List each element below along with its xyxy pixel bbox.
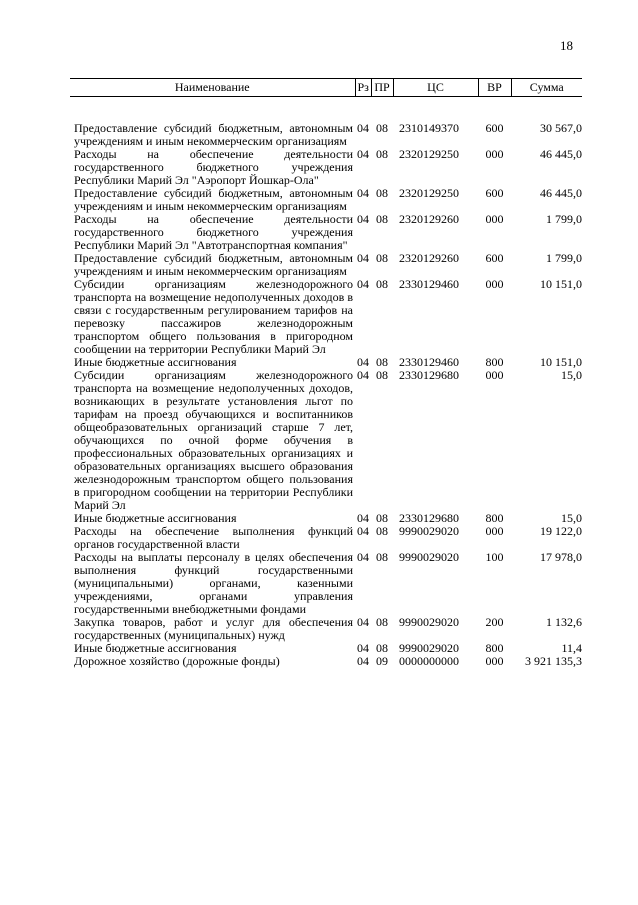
row-sum: 10 151,0 [540,355,582,369]
row-cs: 2330129680 [399,368,459,382]
row-pr: 08 [376,368,388,382]
row-pr: 08 [376,212,388,226]
row-cs: 2310149370 [399,121,459,135]
header-sum: Сумма [511,79,582,97]
row-pr: 08 [376,277,388,291]
table-row [70,148,582,187]
table-row [70,278,582,356]
row-name: Субсидии организациям железнодорожного транспорта на возмещение недополученных доходов, возникающих в результате установления льгот по тарифам на проезд обучающихся и воспитанников общеобразовательных организаций старше 7 лет, обучающихся по очной форме обучения в профессиональных образовательных организациях и образовательных организациях высшего образования железнодорожным транспортом общего пользования в пригородном сообщении на территории Республики Марий Эл [74,368,353,512]
table-row [70,525,582,551]
row-cs: 2330129460 [399,355,459,369]
table-row [70,252,582,278]
row-vr: 600 [485,121,504,135]
row-cs: 2320129250 [399,186,459,200]
row-name: Расходы на обеспечение выполнения функций органов государственной власти [74,524,353,551]
header-rz: Рз [355,79,371,97]
row-vr: 100 [485,550,504,564]
row-rz: 04 [357,550,369,564]
header-name: Наименование [70,79,355,97]
row-rz: 04 [357,511,369,525]
row-name: Предоставление субсидий бюджетным, автономным учреждениям и иным некоммерческим организациям [74,251,353,278]
row-sum: 46 445,0 [540,186,582,200]
table-row [70,655,582,668]
row-pr: 08 [376,641,388,655]
header-vr: ВР [478,79,511,97]
row-sum: 19 122,0 [540,524,582,538]
row-cs: 2320129260 [399,212,459,226]
row-vr: 000 [485,368,504,382]
row-name: Иные бюджетные ассигнования [74,641,237,655]
row-cs: 9990029020 [399,615,459,629]
row-sum: 30 567,0 [540,121,582,135]
header-pr: ПР [371,79,393,97]
row-name: Предоставление субсидий бюджетным, автономным учреждениям и иным некоммерческим организациям [74,121,353,148]
row-vr: 600 [485,251,504,265]
row-sum: 1 799,0 [546,251,582,265]
row-pr: 08 [376,251,388,265]
row-sum: 15,0 [561,511,582,525]
row-pr: 08 [376,524,388,538]
row-name: Субсидии организациям железнодорожного транспорта на возмещение недополученных доходов в связи с государственным регулированием тарифов на перевозку пассажиров железнодорожным транспортом общего пользования в пригородном сообщении на территории Республики Марий Эл [74,277,353,356]
table-row [70,187,582,213]
row-pr: 08 [376,186,388,200]
row-pr: 08 [376,355,388,369]
row-rz: 04 [357,524,369,538]
row-cs: 2320129260 [399,251,459,265]
row-sum: 10 151,0 [540,277,582,291]
row-cs: 2320129250 [399,147,459,161]
row-rz: 04 [357,615,369,629]
row-name: Дорожное хозяйство (дорожные фонды) [74,654,280,668]
row-pr: 08 [376,121,388,135]
row-pr: 08 [376,550,388,564]
row-name: Предоставление субсидий бюджетным, автономным учреждениям и иным некоммерческим организациям [74,186,353,213]
row-pr: 08 [376,147,388,161]
header-cs: ЦС [393,79,478,97]
row-name: Расходы на выплаты персоналу в целях обеспечения выполнения функций государственными (муниципальными) органами, казенными учреждениями, органами управления государственными внебюджетными фондами [74,550,353,616]
row-vr: 000 [485,524,504,538]
row-cs: 9990029020 [399,641,459,655]
row-rz: 04 [357,654,369,668]
table-row [70,213,582,252]
table-row [70,369,582,512]
table-row [70,616,582,642]
row-name: Расходы на обеспечение деятельности государственного бюджетного учреждения Республики Марий Эл "Аэропорт Йошкар-Ола" [74,147,353,187]
row-rz: 04 [357,355,369,369]
row-rz: 04 [357,277,369,291]
table-row [70,551,582,616]
table-row [70,97,582,149]
row-name: Расходы на обеспечение деятельности государственного бюджетного учреждения Республики Марий Эл "Автотранспортная компания" [74,212,353,252]
row-rz: 04 [357,212,369,226]
row-cs: 0000000000 [399,654,459,668]
row-pr: 08 [376,511,388,525]
page-number: 18 [560,38,573,53]
row-cs: 2330129460 [399,277,459,291]
row-vr: 000 [485,212,504,226]
row-vr: 800 [485,355,504,369]
row-rz: 04 [357,147,369,161]
row-pr: 09 [376,654,388,668]
row-sum: 1 132,6 [546,615,582,629]
row-cs: 2330129680 [399,511,459,525]
row-vr: 000 [485,277,504,291]
row-cs: 9990029020 [399,550,459,564]
row-vr: 200 [485,615,504,629]
table-body [70,97,582,669]
row-sum: 11,4 [561,641,582,655]
row-sum: 1 799,0 [546,212,582,226]
row-name: Иные бюджетные ассигнования [74,511,237,525]
row-name: Закупка товаров, работ и услуг для обеспечения государственных (муниципальных) нужд [74,615,353,642]
row-sum: 15,0 [561,368,582,382]
row-vr: 800 [485,641,504,655]
table-header [70,79,582,97]
row-rz: 04 [357,641,369,655]
budget-table [70,78,582,668]
row-vr: 000 [485,147,504,161]
row-vr: 800 [485,511,504,525]
row-pr: 08 [376,615,388,629]
row-rz: 04 [357,121,369,135]
row-name: Иные бюджетные ассигнования [74,355,237,369]
row-vr: 600 [485,186,504,200]
row-sum: 17 978,0 [540,550,582,564]
row-rz: 04 [357,186,369,200]
row-rz: 04 [357,251,369,265]
row-sum: 46 445,0 [540,147,582,161]
row-rz: 04 [357,368,369,382]
row-vr: 000 [485,654,504,668]
row-sum: 3 921 135,3 [525,654,582,668]
row-cs: 9990029020 [399,524,459,538]
